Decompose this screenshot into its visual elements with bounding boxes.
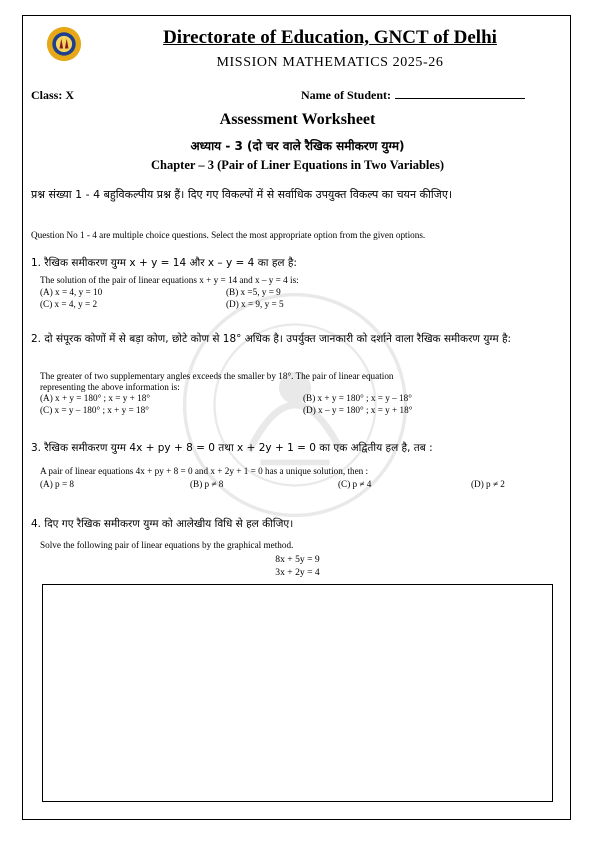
question-2-english-line-1: The greater of two supplementary angles exceeds the smaller by 18°. The pair of linear equation — [40, 371, 394, 381]
question-2-option-c[interactable]: (C) x = y – 180° ; x + y = 18° — [40, 405, 149, 415]
instructions-english: Question No 1 - 4 are multiple choice questions. Select the most appropriate option from the given options. — [31, 230, 426, 240]
question-3-option-d[interactable]: (D) p ≠ 2 — [471, 479, 505, 489]
question-1-option-c[interactable]: (C) x = 4, y = 2 — [40, 299, 98, 309]
header-title: Directorate of Education, GNCT of Delhi — [163, 27, 497, 48]
question-1-option-a[interactable]: (A) x = 4, y = 10 — [40, 287, 103, 297]
question-4-equation-1: 8x + 5y = 9 — [275, 554, 320, 565]
question-2-option-d[interactable]: (D) x – y = 180° ; x = y + 18° — [303, 405, 413, 415]
graph-answer-box[interactable] — [42, 584, 553, 802]
question-3-english: A pair of linear equations 4x + py + 8 = 0 and x + 2y + 1 = 0 has a unique solution, then : — [40, 466, 369, 476]
student-name-label: Name of Student: — [301, 88, 391, 102]
question-1-english: The solution of the pair of linear equations x + y = 14 and x – y = 4 is: — [40, 275, 299, 285]
header-subtitle: MISSION MATHEMATICS 2025-26 — [216, 55, 444, 70]
question-3-option-c[interactable]: (C) p ≠ 4 — [338, 479, 372, 489]
student-name-field[interactable] — [301, 88, 525, 103]
question-2-hindi: 2. दो संपूरक कोणों में से बड़ा कोण, छोटे कोण से 18° अधिक है। उपर्युक्त जानकारी को दर्शाने वाला रैखिक समीकरण युग्म है: — [31, 333, 512, 345]
question-2-english-line-2: representing the above information is: — [40, 382, 180, 392]
student-name-line — [395, 88, 525, 99]
question-3-option-a[interactable]: (A) p = 8 — [40, 479, 75, 489]
chapter-title-hindi: अध्याय - 3 (दो चर वाले रैखिक समीकरण युग्म) — [190, 139, 405, 153]
question-1-option-d[interactable]: (D) x = 9, y = 5 — [226, 299, 284, 309]
instructions-hindi: प्रश्न संख्या 1 - 4 बहुविकल्पीय प्रश्न हैं। दिए गए विकल्पों में से सर्वाधिक उपयुक्त विकल्प का चयन कीजिए। — [31, 188, 453, 201]
question-3-hindi: 3. रैखिक समीकरण युग्म 4x + py + 8 = 0 तथा x + 2y + 1 = 0 का एक अद्वितीय हल है, तब : — [31, 442, 433, 454]
chapter-title-english: Chapter – 3 (Pair of Liner Equations in Two Variables) — [151, 158, 444, 172]
question-2-option-a[interactable]: (A) x + y = 180° ; x = y + 18° — [40, 393, 150, 403]
question-3-option-b[interactable]: (B) p ≠ 8 — [190, 479, 224, 489]
question-4-equation-2: 3x + 2y = 4 — [275, 567, 320, 578]
question-1-option-b[interactable]: (B) x =5, y = 9 — [226, 287, 281, 297]
class-label: Class: X — [31, 88, 75, 102]
doe-delhi-emblem-icon — [46, 26, 82, 62]
worksheet-title: Assessment Worksheet — [219, 111, 376, 128]
question-4-hindi: 4. दिए गए रैखिक समीकरण युग्म को आलेखीय विधि से हल कीजिए। — [31, 518, 294, 530]
question-2-option-b[interactable]: (B) x + y = 180° ; x = y – 18° — [303, 393, 412, 403]
question-1-hindi: 1. रैखिक समीकरण युग्म x + y = 14 और x – y = 4 का हल है: — [31, 257, 297, 269]
question-4-english: Solve the following pair of linear equations by the graphical method. — [40, 540, 294, 550]
